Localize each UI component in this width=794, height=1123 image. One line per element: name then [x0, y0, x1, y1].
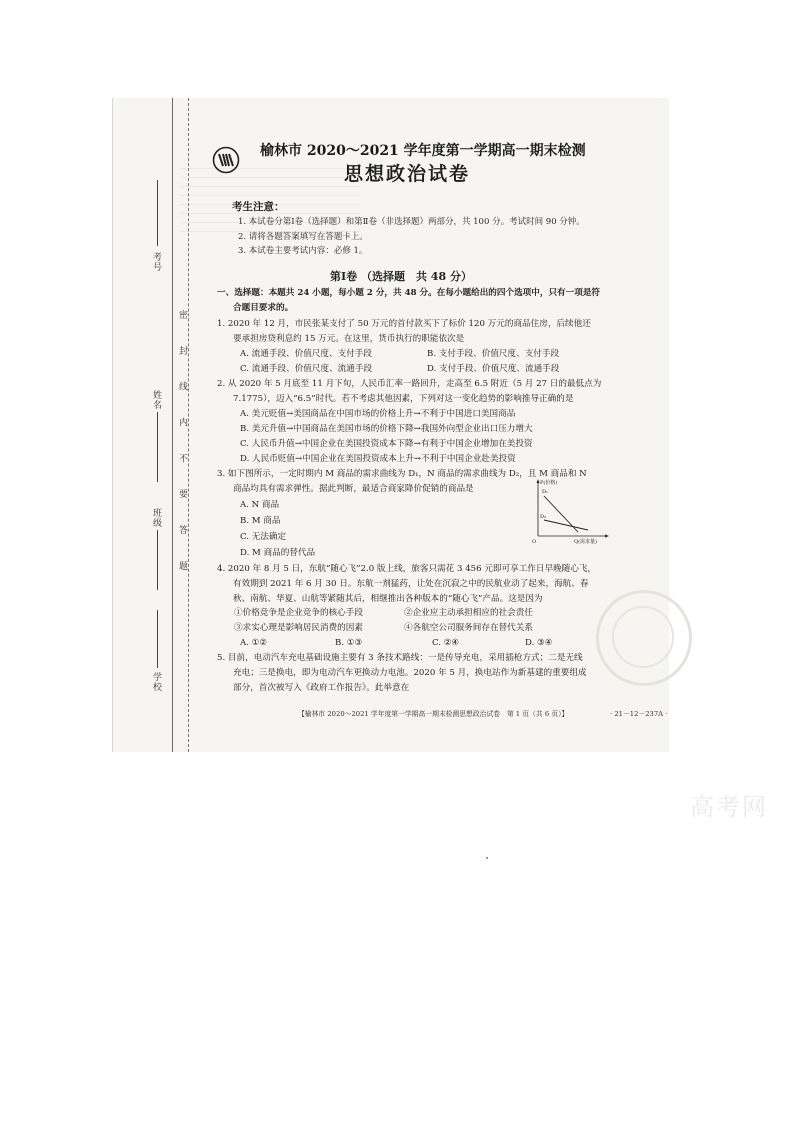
- q4-statement-1: ①价格竞争是企业竞争的核心手段: [234, 608, 363, 618]
- q4-statement-4: ④各航空公司服务间存在替代关系: [404, 623, 533, 633]
- q3-option-a: A. N 商品: [240, 500, 280, 510]
- d2-curve: [544, 520, 588, 530]
- q2-option-c: C. 人民币升值→中国企业在美国投资成本下降→有利于中国企业增加在美投资: [240, 439, 533, 449]
- q2-stem: 2. 从 2020 年 5 月底至 11 月下旬，人民币汇率一路回升，走高至 6.5 附近（5 月 27 日的最低点为: [217, 379, 602, 389]
- q2-option-b: B. 美元升值→中国商品在美国市场的价格下降→我国外向型企业出口压力增大: [240, 424, 533, 434]
- name-label: 姓名: [151, 390, 161, 410]
- q2-option-a: A. 美元贬值→美国商品在中国市场的价格上升→不利于中国进口美国商品: [240, 409, 516, 419]
- q4-option-a: A. ①②: [240, 638, 268, 648]
- q4-stem: 4. 2020 年 8 月 5 日，东航“随心飞”2.0 版上线，旅客只需花 3 456 元即可享工作日早晚随心飞，: [217, 564, 597, 574]
- demand-curve-graph: [526, 476, 610, 544]
- exam-subject: 思想政治试卷: [344, 163, 471, 185]
- x-axis-label: Q(需求量): [574, 539, 598, 544]
- d2-label: D₂: [540, 514, 547, 520]
- q5-stem: 部分，首次被写入《政府工作报告》。此举意在: [233, 683, 410, 693]
- q3-stem: 3. 如下图所示，一定时期内 M 商品的需求曲线为 D₁，N 商品的需求曲线为 D₂，且 M 商品和 N: [217, 469, 587, 479]
- exam-number-line: [157, 180, 158, 246]
- q3-option-c: C. 无法确定: [240, 532, 287, 542]
- name-line: [157, 412, 158, 482]
- seal-note: 密 封 线 内 不 要 答 题: [177, 310, 187, 583]
- q5-stem: 充电；三是换电，即为电动汽车更换动力电池。2020 年 5 月，换电站作为新基建的重要组成: [233, 668, 587, 678]
- watermark-text: 高考网: [690, 793, 768, 821]
- notice-item: 3. 本试卷主要考试内容：必修 1。: [238, 246, 368, 256]
- q1-stem: 1. 2020 年 12 月，市民张某支付了 50 万元的首付款买下了标价 120 万元的商品住房，后续他还: [217, 319, 591, 329]
- school-logo-icon: [212, 146, 240, 174]
- exam-number-label: 考号: [151, 252, 161, 272]
- q3-option-d: D. M 商品的替代品: [240, 548, 316, 558]
- binding-solid-line: [172, 98, 173, 752]
- q3-option-b: B. M 商品: [240, 516, 281, 526]
- q4-statement-3: ③求实心理是影响居民消费的因素: [234, 623, 363, 633]
- school-label: 学校: [151, 672, 161, 692]
- y-axis-label: P(价格): [540, 480, 558, 486]
- q4-option-d: D. ③④: [525, 638, 553, 648]
- scan-speck: [486, 857, 488, 859]
- class-label: 班级: [151, 508, 161, 528]
- q1-option-c: C. 流通手段、价值尺度、流通手段: [240, 364, 373, 374]
- paper-code: · 21－12－237A ·: [610, 710, 668, 718]
- q1-option-a: A. 流通手段、价值尺度、支付手段: [240, 349, 372, 359]
- q4-statement-2: ②企业应主动承担相应的社会责任: [404, 608, 533, 618]
- exam-title: 榆林市 2020～2021 学年度第一学期高一期末检测: [260, 143, 586, 159]
- section-instruction: 一、选择题：本题共 24 小题，每小题 2 分，共 48 分。在每小题给出的四个选项中，只有一项是符: [217, 288, 601, 298]
- notice-heading: 考生注意：: [232, 201, 285, 213]
- class-line: [157, 530, 158, 590]
- q4-stem: 秋、南航、华夏、山航等紧随其后，相继推出各种版本的“随心飞”产品。这是因为: [233, 594, 543, 604]
- section-instruction: 合题目要求的。: [233, 303, 294, 313]
- watermark-circle-inner: [612, 606, 674, 668]
- q1-option-b: B. 支付手段、价值尺度、支付手段: [427, 349, 560, 359]
- q3-stem: 商品均具有需求弹性。据此判断，最适合商家降价促销的商品是: [233, 484, 474, 494]
- q1-option-d: D. 支付手段、价值尺度、流通手段: [427, 364, 560, 374]
- origin-label: O: [532, 539, 537, 544]
- q2-option-d: D. 人民币贬值→中国企业在美国投资成本上升→不利于中国企业赴美投资: [240, 454, 516, 464]
- q5-stem: 5. 目前，电动汽车充电基础设施主要有 3 条技术路线：一是传导充电，采用插枪方式；二是无线: [217, 653, 583, 663]
- q1-stem: 要承担房贷利息约 15 万元。在这里，货币执行的职能依次是: [233, 334, 465, 344]
- x-axis-arrow: [605, 535, 609, 538]
- notice-item: 1. 本试卷分第Ⅰ卷（选择题）和第Ⅱ卷（非选择题）两部分，共 100 分。考试时间 90 分钟。: [238, 217, 585, 227]
- school-line: [157, 610, 158, 668]
- page-footer: 【榆林市 2020～2021 学年度第一学期高一期末检测思想政治试卷 第 1 页（共 6 页）】: [298, 710, 569, 718]
- d1-label: D₁: [542, 489, 549, 495]
- section-title: 第Ⅰ卷 （选择题 共 48 分）: [330, 270, 472, 283]
- q4-stem: 有效期到 2021 年 6 月 30 日。东航一剂猛药，让处在沉寂之中的民航业动了起来，海航、春: [233, 579, 589, 589]
- notice-item: 2. 请将各题答案填写在答题卡上。: [238, 232, 368, 242]
- q4-option-c: C. ②④: [432, 638, 460, 648]
- q4-option-b: B. ①③: [335, 638, 363, 648]
- q2-stem: 7.1775），迈入“6.5”时代。若不考虑其他因素，下列对这一变化趋势的影响推导正确的是: [233, 394, 574, 404]
